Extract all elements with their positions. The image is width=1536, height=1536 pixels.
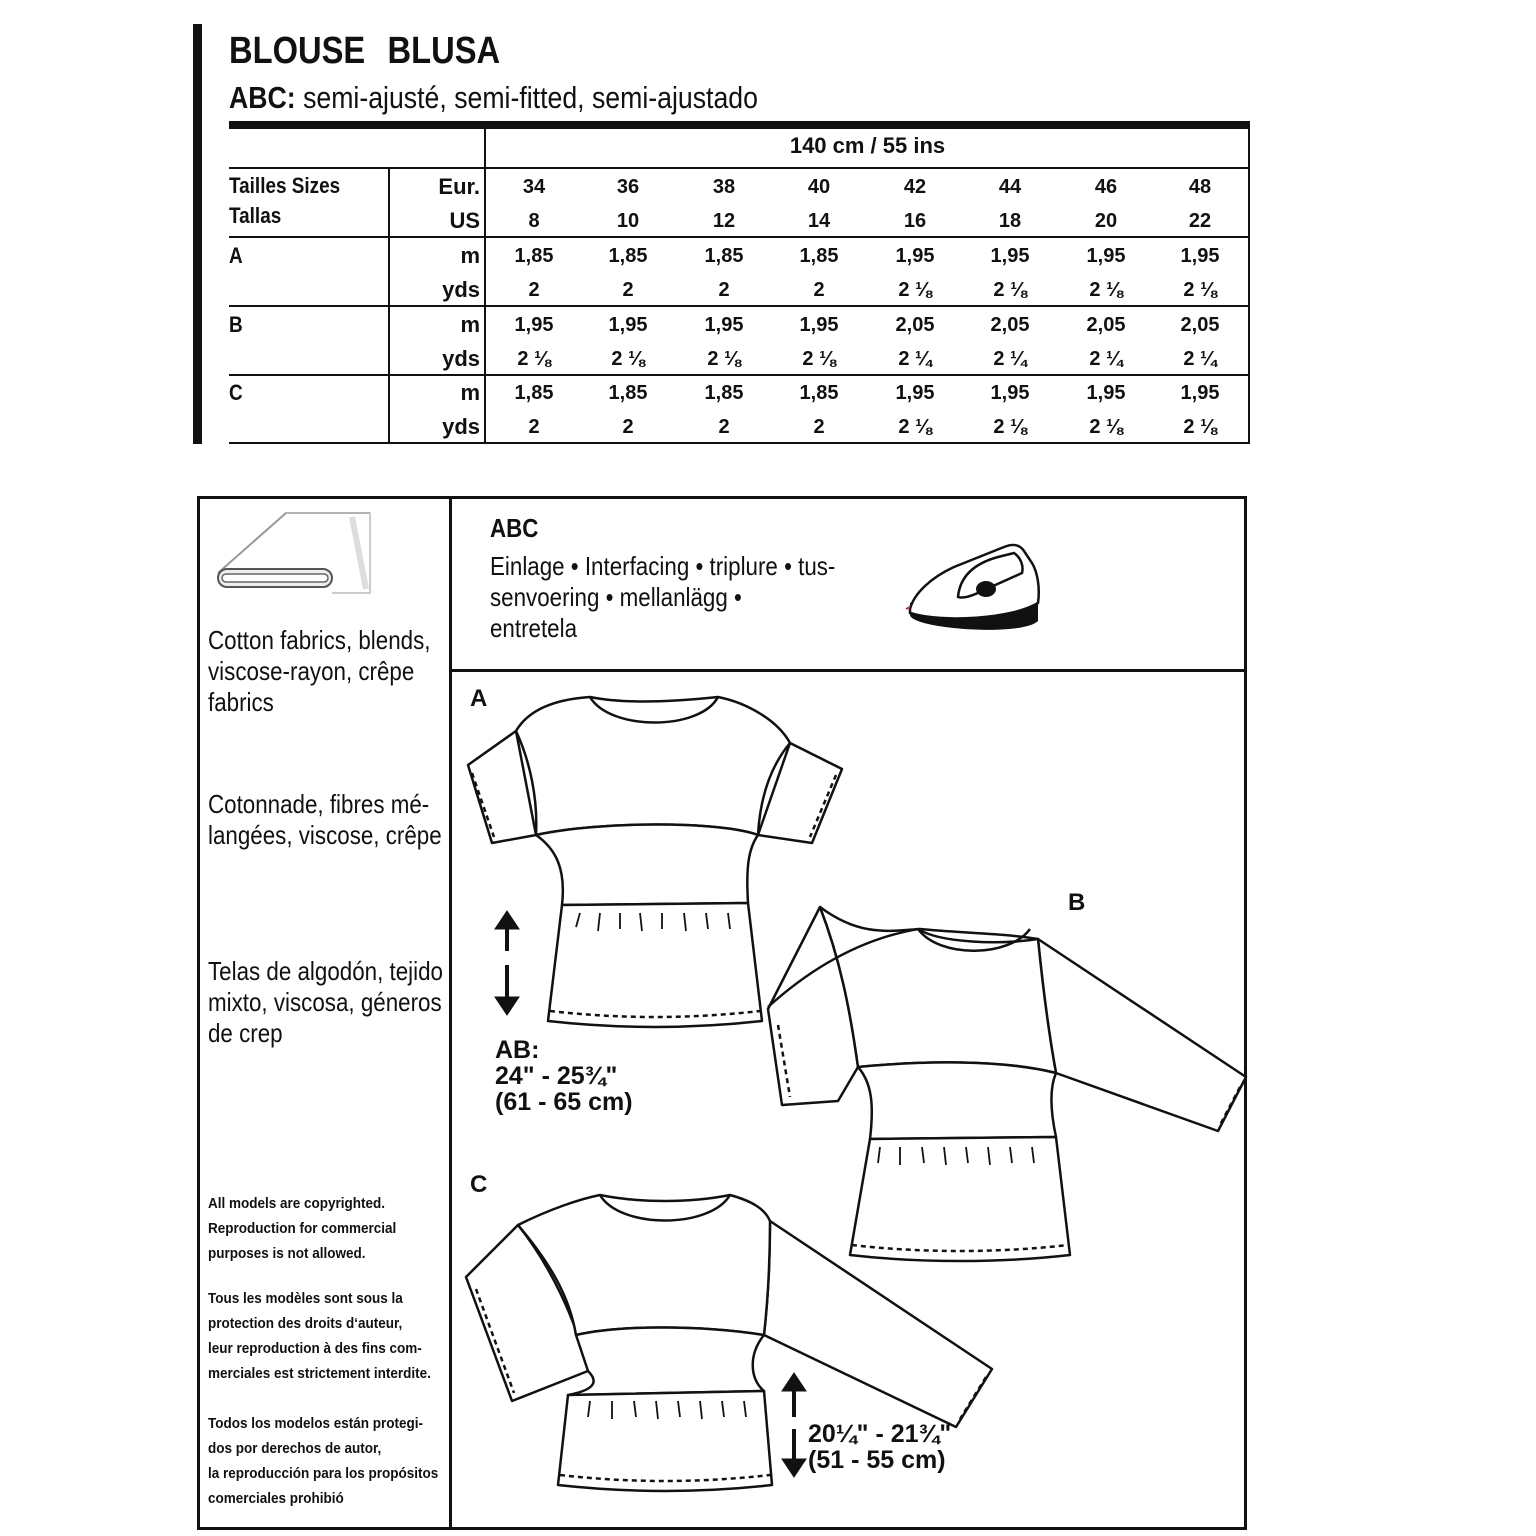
subtitle <box>229 80 758 116</box>
yards-cell: 2 ⅛ <box>993 416 1027 438</box>
interfacing-views-label: ABC <box>490 513 539 543</box>
subtitle-prefix: ABC: <box>229 80 296 115</box>
yards-cell: 2 <box>718 416 730 438</box>
yards-cell: 2 <box>813 279 825 301</box>
us-size-cell: 20 <box>1094 210 1118 232</box>
yards-cell: 2 ⅛ <box>1183 416 1217 438</box>
table-rule <box>229 236 1250 238</box>
view-a-label: A <box>470 685 488 712</box>
unit-m: m <box>460 380 480 405</box>
yards-cell: 2 ⅛ <box>993 279 1027 301</box>
meters-cell: 1,85 <box>608 245 648 267</box>
yardage-table <box>229 121 1250 444</box>
eur-size-cell: 42 <box>903 176 927 198</box>
table-rule <box>229 442 1250 444</box>
meters-cell: 1,95 <box>704 314 744 336</box>
table-rule <box>388 167 390 444</box>
eur-size-cell: 40 <box>807 176 831 198</box>
meters-cell: 1,85 <box>608 382 648 404</box>
yards-cell: 2 ¼ <box>898 348 932 370</box>
meters-cell: 2,05 <box>1086 314 1126 336</box>
us-size-cell: 8 <box>528 210 540 232</box>
eur-size-cell: 34 <box>522 176 546 198</box>
yards-cell: 2 <box>718 279 730 301</box>
copyright-fr: Tous les modèles sont sous la protection des droits d‘auteur, leur reproduction à des fins com- merciales est strictement interdite. <box>208 1290 431 1382</box>
unit-m: m <box>460 243 480 268</box>
us-size-cell: 14 <box>807 210 831 232</box>
view-b-label: B <box>1068 889 1086 916</box>
table-rule <box>484 129 486 444</box>
view-c-row-label: C <box>229 380 243 405</box>
eur-size-cell: 46 <box>1094 176 1118 198</box>
table-rule <box>229 305 1250 307</box>
tallas-label: Tallas <box>229 203 282 228</box>
us-size-cell: 16 <box>903 210 927 232</box>
yards-cell: 2 ⅛ <box>1183 279 1217 301</box>
meters-cell: 1,95 <box>1180 382 1220 404</box>
eur-size-cell: 38 <box>712 176 736 198</box>
yards-cell: 2 <box>622 416 634 438</box>
sizes-label: Tailles Sizes <box>229 173 341 198</box>
yards-cell: 2 ⅛ <box>898 279 932 301</box>
us-label: US <box>449 208 480 233</box>
yards-cell: 2 ⅛ <box>611 348 645 370</box>
view-b-row-label: B <box>229 312 243 337</box>
meters-cell: 1,95 <box>990 382 1030 404</box>
unit-yds: yds <box>442 414 480 439</box>
meters-cell: 1,85 <box>799 245 839 267</box>
meters-cell: 1,85 <box>514 382 554 404</box>
meters-cell: 1,95 <box>895 245 935 267</box>
yards-cell: 2 ⅛ <box>707 348 741 370</box>
unit-yds: yds <box>442 277 480 302</box>
copyright-en: All models are copyrighted. Reproduction for commercial purposes is not allowed. <box>208 1195 397 1262</box>
subtitle-text: semi-ajusté, semi-fitted, semi-ajustado <box>303 80 758 115</box>
meters-cell: 1,95 <box>1180 245 1220 267</box>
fabric-text-en: Cotton fabrics, blends, viscose-rayon, crêpe fabrics <box>208 625 431 717</box>
yards-cell: 2 ⅛ <box>802 348 836 370</box>
yards-cell: 2 ⅛ <box>517 348 551 370</box>
yards-cell: 2 ⅛ <box>1089 279 1123 301</box>
table-top-rule <box>229 121 1250 129</box>
view-a-row-label: A <box>229 243 243 268</box>
us-size-cell: 10 <box>616 210 640 232</box>
eur-size-cell: 48 <box>1188 176 1212 198</box>
meters-cell: 1,95 <box>1086 382 1126 404</box>
fabric-width-header: 140 cm / 55 ins <box>789 133 946 158</box>
yards-cell: 2 <box>528 416 540 438</box>
yards-cell: 2 ⅛ <box>1089 416 1123 438</box>
yards-cell: 2 <box>528 279 540 301</box>
us-size-cell: 18 <box>998 210 1022 232</box>
meters-cell: 2,05 <box>1180 314 1220 336</box>
page-title <box>229 30 500 73</box>
yards-cell: 2 <box>813 416 825 438</box>
us-size-cell: 22 <box>1188 210 1212 232</box>
info-box <box>197 496 1247 1530</box>
ab-length-measure: AB: 24" - 25¾" (61 - 65 cm) <box>495 1036 633 1116</box>
meters-cell: 1,85 <box>799 382 839 404</box>
copyright-es: Todos los modelos están protegi- dos por derechos de autor, la reproducción para los propósitos comerciales prohibió <box>208 1415 439 1507</box>
eur-size-cell: 44 <box>998 176 1022 198</box>
table-rule <box>229 167 485 169</box>
unit-yds: yds <box>442 346 480 371</box>
meters-cell: 2,05 <box>990 314 1030 336</box>
unit-m: m <box>460 312 480 337</box>
eur-label: Eur. <box>438 174 480 199</box>
meters-cell: 1,95 <box>990 245 1030 267</box>
fabric-text-es: Telas de algodón, tejido mixto, viscosa, géneros de crep <box>208 956 443 1048</box>
yards-cell: 2 ¼ <box>1089 348 1123 370</box>
eur-size-cell: 36 <box>616 176 640 198</box>
left-rule <box>193 24 202 444</box>
meters-cell: 1,85 <box>704 382 744 404</box>
title-fr: BLOUSE <box>229 30 366 72</box>
view-c-label: C <box>470 1171 488 1198</box>
blouse-a-drawing <box>200 499 1250 1533</box>
meters-cell: 2,05 <box>895 314 935 336</box>
yards-cell: 2 ¼ <box>1183 348 1217 370</box>
meters-cell: 1,95 <box>895 382 935 404</box>
c-length-measure: 20¼" - 21¾" (51 - 55 cm) <box>808 1420 952 1474</box>
meters-cell: 1,85 <box>514 245 554 267</box>
table-rule <box>1248 129 1250 444</box>
table-rule <box>229 374 1250 376</box>
meters-cell: 1,95 <box>514 314 554 336</box>
table-rule <box>485 167 1250 169</box>
title-es: BLUSA <box>387 30 501 72</box>
us-size-cell: 12 <box>712 210 736 232</box>
yards-cell: 2 ⅛ <box>898 416 932 438</box>
meters-cell: 1,95 <box>608 314 648 336</box>
meters-cell: 1,95 <box>799 314 839 336</box>
meters-cell: 1,95 <box>1086 245 1126 267</box>
interfacing-text: Einlage • Interfacing • triplure • tus- senvoering • mellanlägg • entretela <box>490 551 836 643</box>
yards-cell: 2 <box>622 279 634 301</box>
fabric-text-fr: Cotonnade, fibres mé- langées, viscose, crêpe <box>208 789 442 850</box>
meters-cell: 1,85 <box>704 245 744 267</box>
yards-cell: 2 ¼ <box>993 348 1027 370</box>
